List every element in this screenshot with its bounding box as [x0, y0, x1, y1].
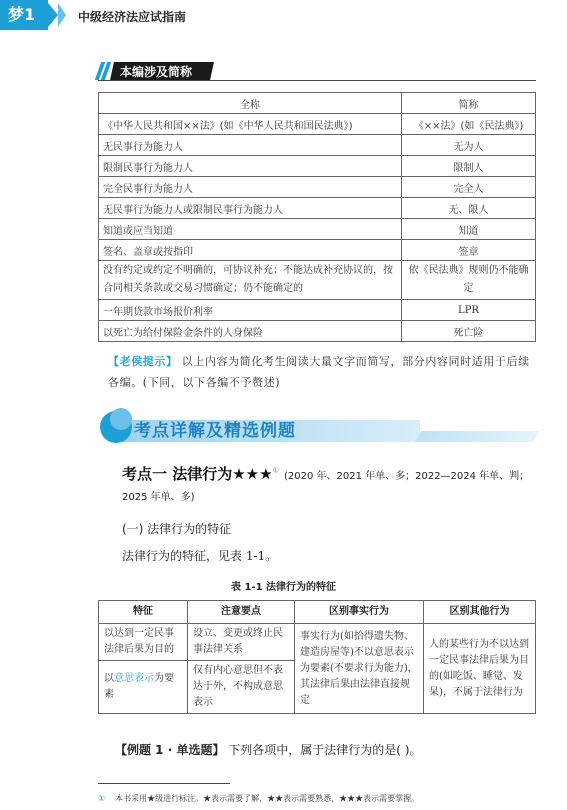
table-cell: 无为人	[402, 135, 536, 156]
table-row	[99, 198, 536, 219]
column-header: 注意要点	[188, 601, 295, 624]
point-heading	[122, 463, 542, 506]
column-header: 全称	[99, 93, 402, 114]
table-cell: 无民事行为能力人	[99, 135, 402, 156]
table-cell: 《中华人民共和国××法》(如《中华人民共和国民法典》)	[99, 114, 402, 135]
table-row	[99, 261, 536, 300]
table-cell	[99, 661, 188, 714]
table-cell: 设立、变更或终止民事法律关系	[188, 624, 295, 661]
tip-note	[108, 351, 536, 393]
chevron-icon	[58, 3, 66, 27]
table-cell: 没有约定或约定不明确的，可协议补充；不能达成补充协议的，按合同相关条款或交易习惯确定；仍不能确定的	[99, 261, 402, 300]
column-header: 简称	[402, 93, 536, 114]
table-row	[99, 135, 536, 156]
feature-table	[98, 600, 536, 714]
table-row	[99, 321, 536, 342]
table-row	[99, 240, 536, 261]
example-label: 【例题 1 · 单选题】	[115, 743, 225, 757]
chapter-badge: 梦1	[0, 0, 48, 30]
chevron-icon	[48, 3, 58, 27]
table-cell: 签名、盖章或按指印	[99, 240, 402, 261]
divider	[98, 80, 536, 81]
footnote-divider	[98, 783, 230, 784]
table-cell: 依《民法典》规则仍不能确定	[402, 261, 536, 300]
section-label	[98, 62, 218, 80]
section-banner	[100, 408, 540, 446]
table-cell: 完全人	[402, 177, 536, 198]
table-cell: 知道或应当知道	[99, 219, 402, 240]
table-cell: 以死亡为给付保险金条件的人身保险	[99, 321, 402, 342]
table-cell: 事实行为(如拾得遗失物、建造房屋等)不以意思表示为要素(不要求行为能力)，其法律后果由法律直接规定	[295, 624, 424, 714]
cell-text: 以	[104, 673, 114, 684]
table-cell: 无、限人	[402, 198, 536, 219]
table-cell: 《××法》(如《民法典》)	[402, 114, 536, 135]
example-text: 下列各项中，属于法律行为的是( )。	[228, 743, 422, 757]
footnote-number: ①	[98, 794, 106, 803]
table-row	[99, 300, 536, 321]
footnote	[98, 793, 419, 804]
table-row	[99, 156, 536, 177]
book-title: 中级经济法应试指南	[78, 10, 187, 24]
table-cell: 知道	[402, 219, 536, 240]
banner-title: 考点详解及精选例题	[134, 421, 296, 441]
table-cell: 仅有内心意思但不表达于外，不构成意思表示	[188, 661, 295, 714]
column-header: 区别事实行为	[295, 601, 424, 624]
column-header: 特征	[99, 601, 188, 624]
table-row	[99, 114, 536, 135]
table-cell: 以达到一定民事法律后果为目的	[99, 624, 188, 661]
column-header: 区别其他行为	[424, 601, 536, 624]
highlight-term: 意思表示	[114, 673, 154, 684]
section-label-text: 本编涉及简称	[120, 65, 193, 79]
table-cell: 一年期贷款市场报价利率	[99, 300, 402, 321]
table-cell: 死亡险	[402, 321, 536, 342]
cell-text: 为要素	[104, 673, 174, 700]
point-title: 考点一 法律行为	[122, 465, 233, 483]
table-cell: 限制民事行为能力人	[99, 156, 402, 177]
table-row	[99, 177, 536, 198]
table-cell: 完全民事行为能力人	[99, 177, 402, 198]
footnote-text: 本书采用★级进行标注。★表示需要了解，★★表示需要熟悉，★★★表示需要掌握。	[115, 794, 420, 803]
table-row	[99, 219, 536, 240]
table-cell: LPR	[402, 300, 536, 321]
exam-history: (2020 年、2021 年单、多；2022—2024 年单、判；2025 年单、多)	[122, 471, 530, 503]
table-row	[99, 624, 536, 661]
footnote-ref[interactable]: ①	[272, 466, 279, 475]
importance-stars: ★★★	[232, 465, 273, 483]
decorative-circle-icon	[110, 408, 132, 430]
table-cell: 人的某些行为不以达到一定民事法律后果为目的(如吃饭、睡觉、发呆)，不属于法律行为	[424, 624, 536, 714]
tip-label: 【老侯提示】	[108, 355, 178, 368]
paragraph: 法律行为的特征，见表 1-1。	[122, 549, 278, 563]
abbreviation-table	[98, 92, 536, 342]
subheading: (一) 法律行为的特征	[122, 522, 232, 536]
table-caption: 表 1-1 法律行为的特征	[230, 582, 337, 593]
table-cell: 签章	[402, 240, 536, 261]
tip-text: 以上内容为简化考生阅读大量文字而简写，部分内容同时适用于后续各编。(下同，以下各编不予赘述)	[108, 355, 530, 389]
table-cell: 无民事行为能力人或限制民事行为能力人	[99, 198, 402, 219]
example-question	[115, 741, 421, 758]
table-cell: 限制人	[402, 156, 536, 177]
